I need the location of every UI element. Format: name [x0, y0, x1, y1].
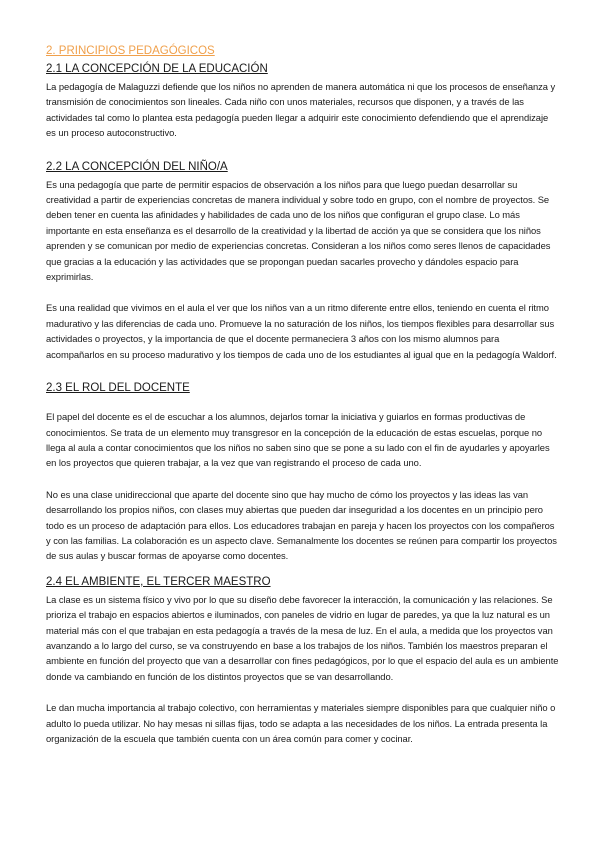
spacer	[46, 684, 560, 700]
spacer	[46, 362, 560, 381]
spacer	[46, 141, 560, 160]
spacer	[46, 471, 560, 487]
spacer	[46, 398, 560, 409]
section-2-2-paragraph-2: Es una realidad que vivimos en el aula el ver que los niños van a un ritmo diferente entre ellos, teniendo en cuenta el ritmo madurativo y las diferencias de cada uno. Promueve la no saturación de los niños, los tiempos flexibles para desarrollar sus actividades o proyectos, y la importancia de que el docente permaneciera 3 años con los mismo alumnos para acompañarlos en su proceso madurativo y los tiempos de cada uno de los estudiantes al igual que en la pedagogía Waldorf.	[46, 302, 557, 360]
main-heading: 2. PRINCIPIOS PEDAGÓGICOS	[46, 45, 215, 57]
section-heading-2-4: 2.4 EL AMBIENTE, EL TERCER MAESTRO	[46, 575, 271, 588]
section-heading-2-1: 2.1 LA CONCEPCIÓN DE LA EDUCACIÓN	[46, 63, 268, 75]
section-2-2-paragraph-1: Es una pedagogía que parte de permitir espacios de observación a los niños para que luego puedan desarrollar su creatividad a partir de experiencias concretas de manera individual y sobre todo en grupo, con el nombre de proyectos. Se deben tener en cuenta las afinidades y habilidades de cada uno de los niños que configuran el grupo clase. Lo más importante en esta enseñanza es el desarrollo de la creatividad y la libertad de acción ya que se considera que los niños aprenden y se comunican por medio de experiencias concretas. Consideran a los niños como seres llenos de capacidades que gracias a la educación y las actividades que se propongan puedan sacarles provecho y dándoles espacio para exprimirlas.	[46, 178, 551, 283]
section-heading-2-3: 2.3 EL ROL DEL DOCENTE	[46, 382, 190, 395]
section-heading-2-2: 2.2 LA CONCEPCIÓN DEL NIÑO/A	[46, 160, 228, 173]
spacer	[46, 564, 560, 575]
spacer	[46, 284, 560, 300]
section-2-4-paragraph-2: Le dan mucha importancia al trabajo colectivo, con herramientas y materiales siempre disponibles para que cualquier niño o adulto lo pueda utilizar. No hay mesas ni sillas fijas, todo se adapta a las necesidades de los niños. La entrada presenta la organización de la escuela que también cuenta con un área común para comer y cocinar.	[46, 702, 556, 744]
section-2-3-paragraph-1: El papel del docente es el de escuchar a los alumnos, dejarlos tomar la iniciativa y guiarlos en formas productivas de conocimientos. Se trata de un elemento muy transgresor en la concepción de la educación de estas escuelas, porque no llega al aula a contar conocimientos que los niños no saben sino que se pone a su lado con el fin de ayudarles y apoyarles en los proyectos que quieren trabajar, a la vez que van registrando el proceso de cada uno.	[46, 411, 550, 469]
section-2-1-paragraph-1: La pedagogía de Malaguzzi defiende que los niños no aprenden de manera automática ni que los procesos de enseñanza y transmisión de conocimientos son lineales. Cada niño con unos materiales, recursos que disponen, y a través de las actividades tal como lo plantea esta pedagogía pueden llegar a adquirir este conocimiento defendiendo que el aprendizaje es un proceso autoconstructivo.	[46, 81, 556, 139]
section-2-4-paragraph-1: La clase es un sistema físico y vivo por lo que su diseño debe favorecer la interacción, la comunicación y las relaciones. Se prioriza el trabajo en espacios abiertos e iluminados, con paneles de vidrio en lugar de paredes, ya que la luz natural es un material más con el que trabajan en esta pedagogía a través de la mesa de luz. En el aula, a medida que los proyectos van avanzando a lo largo del curso, se va construyendo en base a los trabajos de los niños. También los maestros preparan el ambiente en función del proyecto que van a desarrollar con fines pedagógicos, por lo que el espacio del aula es un ambiente donde va cambiando en función de los distintos proyectos que se van desarrollando.	[46, 593, 559, 682]
section-2-3-paragraph-2: No es una clase unidireccional que aparte del docente sino que hay mucho de cómo los proyectos y las ideas las van desarrollando los propios niños, con clases muy abiertas que pueden dar inseguridad a los docentes en un principio pero todo es un proceso de adaptación para ellos. Los educadores trabajan en pareja y hacen los proyectos con los compañeros y con las familias. La colaboración es un aspecto clave. Semanalmente los docentes se reúnen para compartir los proyectos de sus aulas y buscar formas de apoyarse como docentes.	[46, 488, 557, 562]
